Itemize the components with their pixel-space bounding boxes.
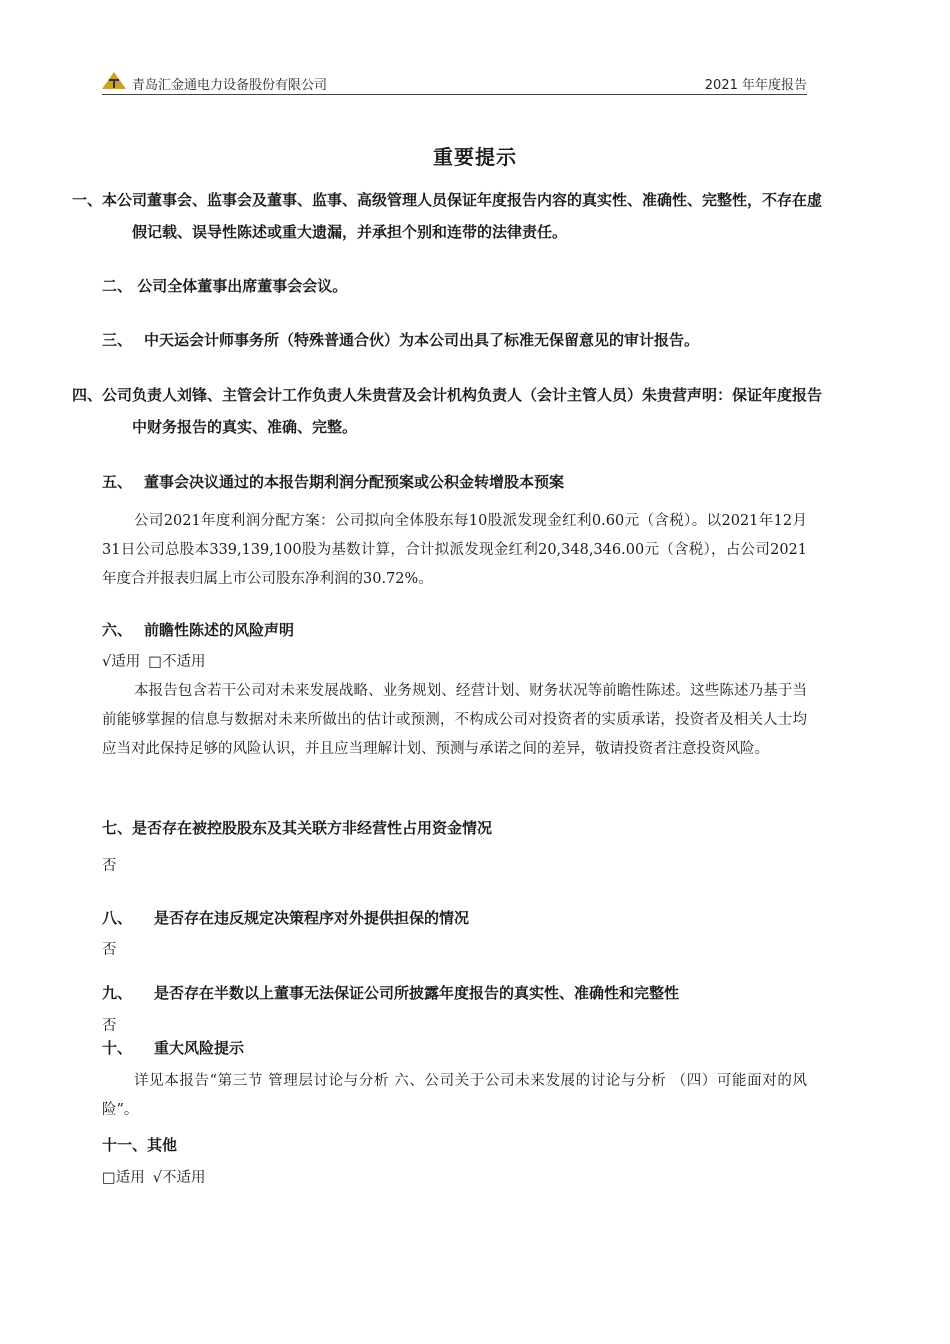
section-text: 中天运会计师事务所（特殊普通合伙）为本公司出具了标准无保留意见的审计报告。 (144, 331, 700, 349)
section-text: 前瞻性陈述的风险声明 (144, 621, 295, 639)
page-title: 重要提示 (433, 145, 517, 169)
section-number: 十一、 (102, 1136, 148, 1154)
section-text: 是否存在被控股股东及其关联方非经营性占用资金情况 (132, 819, 493, 837)
section-8 (102, 902, 807, 934)
section-7 (102, 812, 807, 844)
section-text: 公司负责人刘锋、主管会计工作负责人朱贵营及会计机构负责人（会计主管人员）朱贵营声明：保证年度报告中财务报告的真实、准确、完整。 (102, 386, 823, 436)
option-not-applicable: □不适用 (148, 654, 206, 670)
profit-plan-paragraph: 公司2021年度利润分配方案：公司拟向全体股东每10股派发现金红利0.60元（含税）。以2021年12月31日公司总股本339,139,100股为基数计算，合计拟派发现金红利20,348,346.00元（含税），占公司2021年度合并报表归属上市公司股东净利润的30.72%。 (102, 513, 807, 587)
page-header (102, 70, 807, 95)
risk-paragraph: 详见本报告“第三节 管理层讨论与分析 六、公司关于公司未来发展的讨论与分析 （四）可能面对的风险”。 (102, 1073, 807, 1118)
section-text: 重大风险提示 (154, 1039, 245, 1057)
section-1 (72, 184, 837, 248)
answer-9: 否 (102, 1018, 117, 1034)
option-applicable: □适用 (102, 1170, 145, 1186)
section-10 (102, 1032, 807, 1064)
section-number: 七、 (102, 819, 133, 837)
section-number: 九、 (102, 984, 133, 1002)
section-4 (72, 379, 837, 443)
section-number: 二、 (102, 277, 133, 295)
section-number: 三、 (102, 331, 133, 349)
company-logo (102, 72, 126, 90)
section-number: 六、 (102, 621, 133, 639)
section-text: 董事会决议通过的本报告期利润分配预案或公积金转增股本预案 (144, 473, 565, 491)
section-11 (102, 1129, 807, 1161)
option-not-applicable-checked: √不适用 (152, 1170, 206, 1186)
section-number: 八、 (102, 909, 133, 927)
section-text: 其他 (147, 1136, 178, 1154)
section-text: 公司全体董事出席董事会会议。 (137, 277, 348, 295)
section-text: 是否存在半数以上董事无法保证公司所披露年度报告的真实性、准确性和完整性 (154, 984, 680, 1002)
section-3 (102, 324, 807, 356)
section-text: 是否存在违反规定决策程序对外提供担保的情况 (154, 909, 470, 927)
section-5 (102, 466, 807, 498)
report-title: 2021 年年度报告 (704, 78, 807, 93)
other-options (102, 1168, 205, 1188)
forward-statement-paragraph: 本报告包含若干公司对未来发展战略、业务规划、经营计划、财务状况等前瞻性陈述。这些陈述乃基于当前能够掌握的信息与数据对未来所做出的估计或预测，不构成公司对投资者的实质承诺，投资者及相关人士均应当对此保持足够的风险认识，并且应当理解计划、预测与承诺之间的差异，敬请投资者注意投资风险。 (102, 683, 807, 757)
answer-8: 否 (102, 942, 117, 958)
section-number: 五、 (102, 473, 133, 491)
section-text: 本公司董事会、监事会及董事、监事、高级管理人员保证年度报告内容的真实性、准确性、完整性，不存在虚假记载、误导性陈述或重大遗漏，并承担个别和连带的法律责任。 (102, 191, 823, 241)
section-number: 十、 (102, 1039, 133, 1057)
forward-options (102, 652, 205, 672)
section-6 (102, 614, 807, 646)
section-2 (102, 270, 807, 302)
section-9 (102, 977, 807, 1009)
answer-7: 否 (102, 858, 117, 874)
company-name: 青岛汇金通电力设备股份有限公司 (132, 78, 328, 93)
option-applicable-checked: √适用 (102, 654, 141, 670)
